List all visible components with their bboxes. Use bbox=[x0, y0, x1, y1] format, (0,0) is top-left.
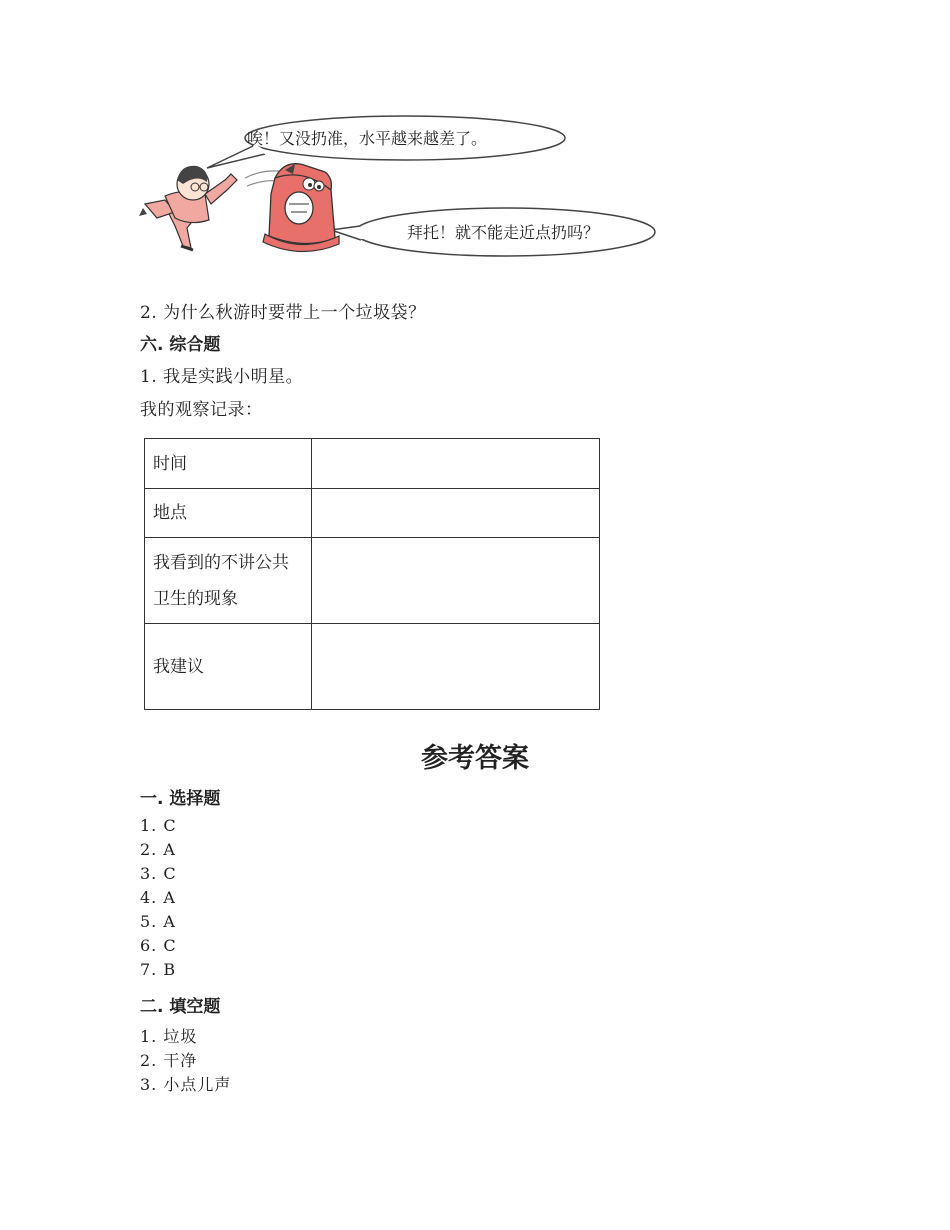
answers-title: 参考答案 bbox=[421, 743, 529, 774]
table-cell-value[interactable] bbox=[312, 439, 600, 489]
answer-item: 5. A bbox=[140, 912, 176, 931]
table-cell-label-line2: 卫生的现象 bbox=[153, 588, 238, 609]
answer-item: 6. C bbox=[140, 936, 177, 955]
table-cell-label: 我建议 bbox=[145, 624, 312, 710]
table-cell-label: 时间 bbox=[145, 439, 312, 489]
answers-section-2-heading: 二. 填空题 bbox=[140, 997, 221, 1017]
observation-table bbox=[144, 438, 600, 710]
table-cell-value[interactable] bbox=[312, 538, 600, 624]
boy-figure bbox=[139, 166, 237, 250]
answers-section-1-heading: 一. 选择题 bbox=[140, 789, 221, 809]
answer-item: 1. 垃圾 bbox=[140, 1027, 198, 1046]
trash-bin-figure bbox=[263, 164, 339, 252]
cartoon-illustration bbox=[135, 108, 665, 268]
table-cell-label: 地点 bbox=[145, 489, 312, 538]
bubble-bottom-text: 拜托！就不能走近点扔吗？ bbox=[407, 223, 600, 242]
answer-item: 2. 干净 bbox=[140, 1051, 198, 1070]
question-2: 2. 为什么秋游时要带上一个垃圾袋？ bbox=[140, 303, 426, 323]
table-row bbox=[145, 439, 600, 489]
answer-item: 4. A bbox=[140, 888, 176, 907]
answer-item: 3. C bbox=[140, 864, 177, 883]
record-label: 我的观察记录： bbox=[140, 400, 263, 420]
table-cell-label-line1: 我看到的不讲公共 bbox=[153, 552, 289, 573]
answer-item: 7. B bbox=[140, 960, 177, 979]
table-cell-value[interactable] bbox=[312, 624, 600, 710]
table-row bbox=[145, 489, 600, 538]
table-cell-label bbox=[145, 538, 312, 624]
section-6-q1: 1. 我是实践小明星。 bbox=[140, 367, 304, 387]
table-row bbox=[145, 538, 600, 624]
table-row bbox=[145, 624, 600, 710]
section-6-heading: 六. 综合题 bbox=[140, 335, 221, 355]
answer-item: 2. A bbox=[140, 840, 176, 859]
bubble-top-text: 唉！又没扔准，水平越来越差了。 bbox=[247, 129, 488, 148]
table-cell-value[interactable] bbox=[312, 489, 600, 538]
answer-item: 3. 小点儿声 bbox=[140, 1075, 232, 1094]
answer-item: 1. C bbox=[140, 816, 177, 835]
